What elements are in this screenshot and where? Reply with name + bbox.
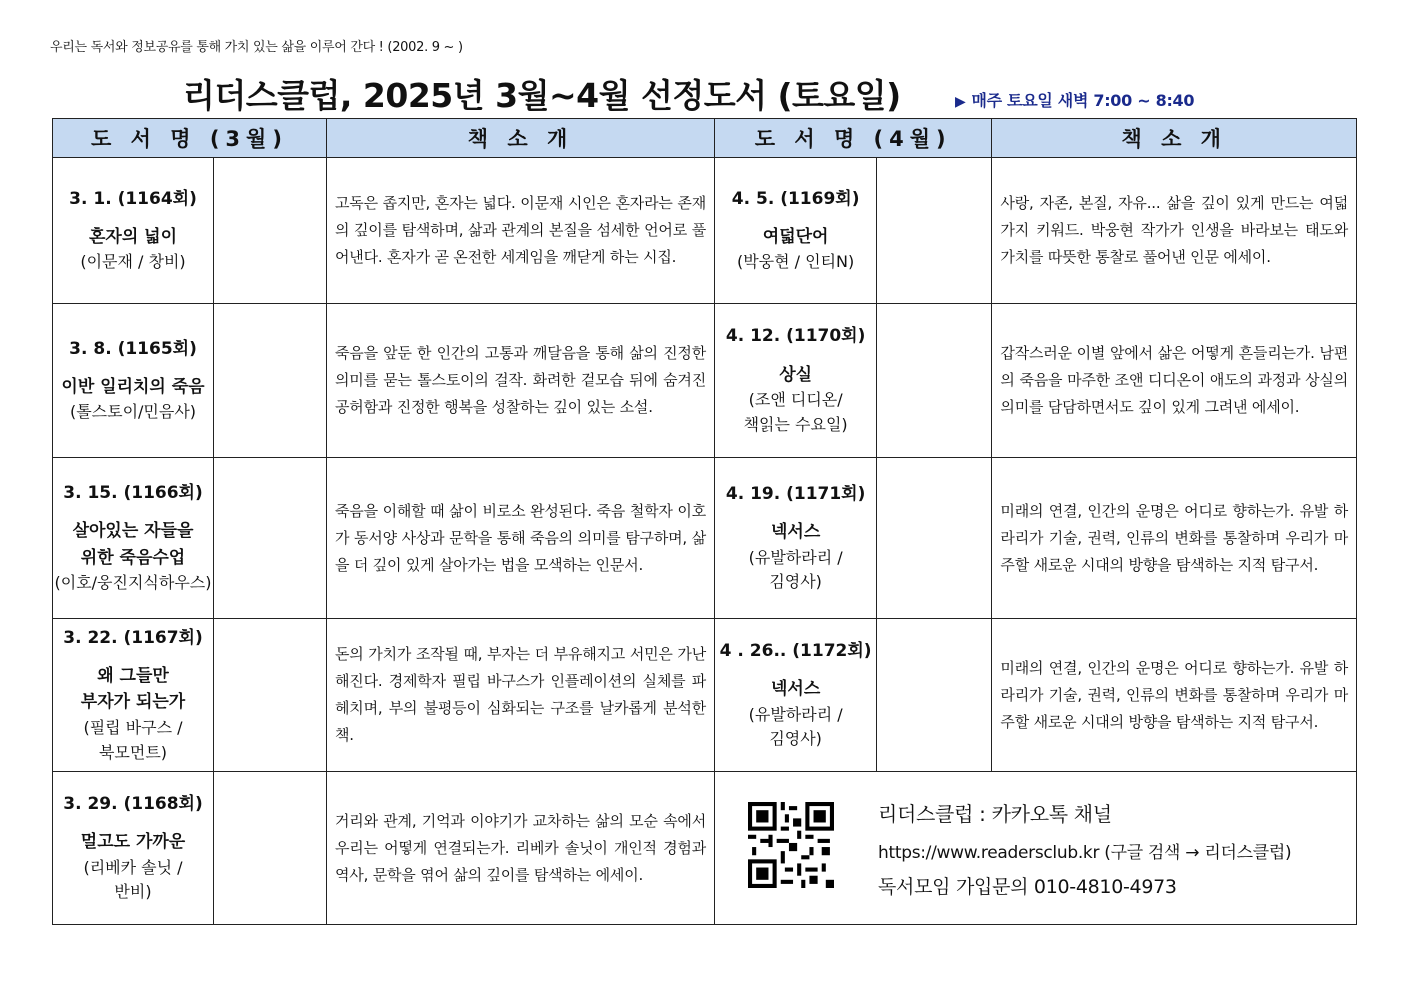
book-author-line1: (조앤 디디온/	[748, 390, 843, 410]
book-title: 멀고도 가까운	[80, 832, 186, 853]
book-description: 미래의 연결, 인간의 운명은 어디로 향하는가. 유발 하라리가 기술, 권력, 인류의 변화를 통찰하며 우리가 마주할 새로운 시대의 방향을 탐색하는 지적 탐구서.	[992, 619, 1357, 772]
table-header-row	[53, 119, 1357, 158]
book-info-march-1	[53, 158, 214, 304]
session-date: 3. 15. (1166회)	[63, 483, 203, 504]
contact-panel	[715, 772, 1357, 925]
book-title-line1: 왜 그들만	[97, 666, 169, 687]
header-intro-1: 책 소 개	[327, 119, 715, 158]
book-title: 혼자의 넓이	[88, 227, 178, 248]
book-title-line1: 살아있는 자들을	[72, 521, 194, 542]
book-description: 고독은 좁지만, 혼자는 넓다. 이문재 시인은 혼자라는 존재의 깊이를 탐색하며, 삶과 관계의 본질을 섬세한 언어로 풀어낸다. 혼자가 곧 온전한 세계임을 깨닫게 하는 시집.	[327, 158, 715, 304]
book-description: 거리와 관계, 기억과 이야기가 교차하는 삶의 모순 속에서 우리는 어떻게 연결되는가. 리베카 솔닛이 개인적 경험과 역사, 문학을 엮어 삶의 깊이를 탐색하는 에세이.	[327, 772, 715, 925]
table-row	[53, 619, 1357, 772]
book-info-april-4	[715, 619, 877, 772]
session-date: 3. 1. (1164회)	[69, 188, 197, 209]
book-title: 여덟단어	[762, 227, 829, 248]
book-description: 사랑, 자존, 본질, 자유... 삶을 깊이 있게 만드는 여덟 가지 키워드. 박웅현 작가가 인생을 바라보는 태도와 가치를 따뜻한 통찰로 풀어낸 인문 에세이.	[992, 158, 1357, 304]
book-author-line2: 책읽는 수요일)	[743, 414, 848, 434]
website-link[interactable]: https://www.readersclub.kr (구글 검색 → 리더스클럽)	[878, 843, 1292, 863]
session-date: 4. 5. (1169회)	[731, 188, 860, 209]
book-description: 죽음을 이해할 때 삶이 비로소 완성된다. 죽음 철학자 이호가 동서양 사상과 문학을 통해 죽음의 의미를 탐구하며, 삶을 더 깊이 있게 살아가는 법을 모색하는 인문서.	[327, 458, 715, 619]
session-date: 3. 22. (1167회)	[63, 627, 203, 648]
book-title: 이반 일리치의 죽음	[61, 377, 205, 398]
qr-code-icon	[748, 802, 834, 888]
header-intro-2: 책 소 개	[992, 119, 1357, 158]
book-author-line2: 김영사)	[769, 572, 822, 592]
table-row	[53, 158, 1357, 304]
header-book-april: 도 서 명 (4월)	[715, 119, 992, 158]
book-description: 미래의 연결, 인간의 운명은 어디로 향하는가. 유발 하라리가 기술, 권력, 인류의 변화를 통찰하며 우리가 마주할 새로운 시대의 방향을 탐색하는 지적 탐구서.	[992, 458, 1357, 619]
book-author: (톨스토이/민음사)	[69, 402, 197, 422]
book-cover-april-4	[877, 619, 992, 772]
book-info-april-2	[715, 304, 877, 458]
book-author-line2: 북모먼트)	[98, 742, 168, 762]
schedule-text: 매주 토요일 새벽 7:00 ~ 8:40	[971, 91, 1195, 110]
table-row	[53, 304, 1357, 458]
book-description: 죽음을 앞둔 한 인간의 고통과 깨달음을 통해 삶의 진정한 의미를 묻는 톨스토이의 걸작. 화려한 겉모습 뒤에 숨겨진 공허함과 진정한 행복을 성찰하는 깊이 있는 소설.	[327, 304, 715, 458]
book-cover-april-3	[877, 458, 992, 619]
motto-text: 우리는 독서와 정보공유를 통해 가치 있는 삶을 이루어 간다 ! (2002. 9 ~ )	[50, 40, 463, 55]
book-table	[52, 118, 1357, 925]
session-date: 3. 29. (1168회)	[63, 793, 203, 814]
book-title: 넥서스	[770, 679, 821, 700]
book-info-april-1	[715, 158, 877, 304]
book-cover-march-2	[214, 304, 327, 458]
book-title-line2: 부자가 되는가	[80, 692, 186, 713]
book-info-march-5	[53, 772, 214, 925]
book-author-line2: 김영사)	[769, 729, 822, 749]
book-cover-march-3	[214, 458, 327, 619]
book-description: 돈의 가치가 조작될 때, 부자는 더 부유해지고 서민은 가난해진다. 경제학자 필립 바구스가 인플레이션의 실체를 파헤치며, 부의 불평등이 심화되는 구조를 날카롭게 분석한 책.	[327, 619, 715, 772]
book-title-line2: 위한 죽음수업	[80, 547, 186, 568]
book-author: (이호/웅진지식하우스)	[54, 573, 212, 593]
book-cover-april-2	[877, 304, 992, 458]
book-title: 상실	[779, 364, 813, 385]
session-date: 4 . 26.. (1172회)	[719, 640, 872, 661]
book-cover-march-4	[214, 619, 327, 772]
book-cover-march-5	[214, 772, 327, 925]
book-author-line1: (리베카 솔닛 /	[83, 857, 183, 877]
book-cover-april-1	[877, 158, 992, 304]
book-info-april-3	[715, 458, 877, 619]
session-date: 4. 19. (1171회)	[725, 483, 866, 504]
triangle-icon: ▶	[955, 94, 966, 110]
table-row	[53, 772, 1357, 925]
book-cover-march-1	[214, 158, 327, 304]
kakao-channel: 리더스클럽 : 카카오톡 채널	[878, 802, 1112, 826]
book-title: 넥서스	[770, 522, 821, 543]
book-info-march-2	[53, 304, 214, 458]
session-date: 3. 8. (1165회)	[69, 338, 197, 359]
book-author-line1: (필립 바구스 /	[83, 717, 183, 737]
join-inquiry: 독서모임 가입문의 010-4810-4973	[878, 876, 1177, 898]
schedule-note	[955, 88, 1194, 111]
session-date: 4. 12. (1170회)	[725, 326, 866, 347]
page-title: 리더스클럽, 2025년 3월~4월 선정도서 (토요일)	[183, 76, 901, 115]
book-author: (이문재 / 창비)	[80, 252, 186, 272]
book-author: (박웅현 / 인티N)	[736, 252, 855, 272]
header-book-march: 도 서 명 (3월)	[53, 119, 327, 158]
book-author-line1: (유발하라리 /	[748, 547, 843, 567]
book-info-march-4	[53, 619, 214, 772]
table-row	[53, 458, 1357, 619]
book-author-line2: 반비)	[114, 882, 152, 902]
book-author-line1: (유발하라리 /	[748, 704, 843, 724]
book-description: 갑작스러운 이별 앞에서 삶은 어떻게 흔들리는가. 남편의 죽음을 마주한 조앤 디디온이 애도의 과정과 상실의 의미를 담담하면서도 깊이 있게 그려낸 에세이.	[992, 304, 1357, 458]
book-info-march-3	[53, 458, 214, 619]
